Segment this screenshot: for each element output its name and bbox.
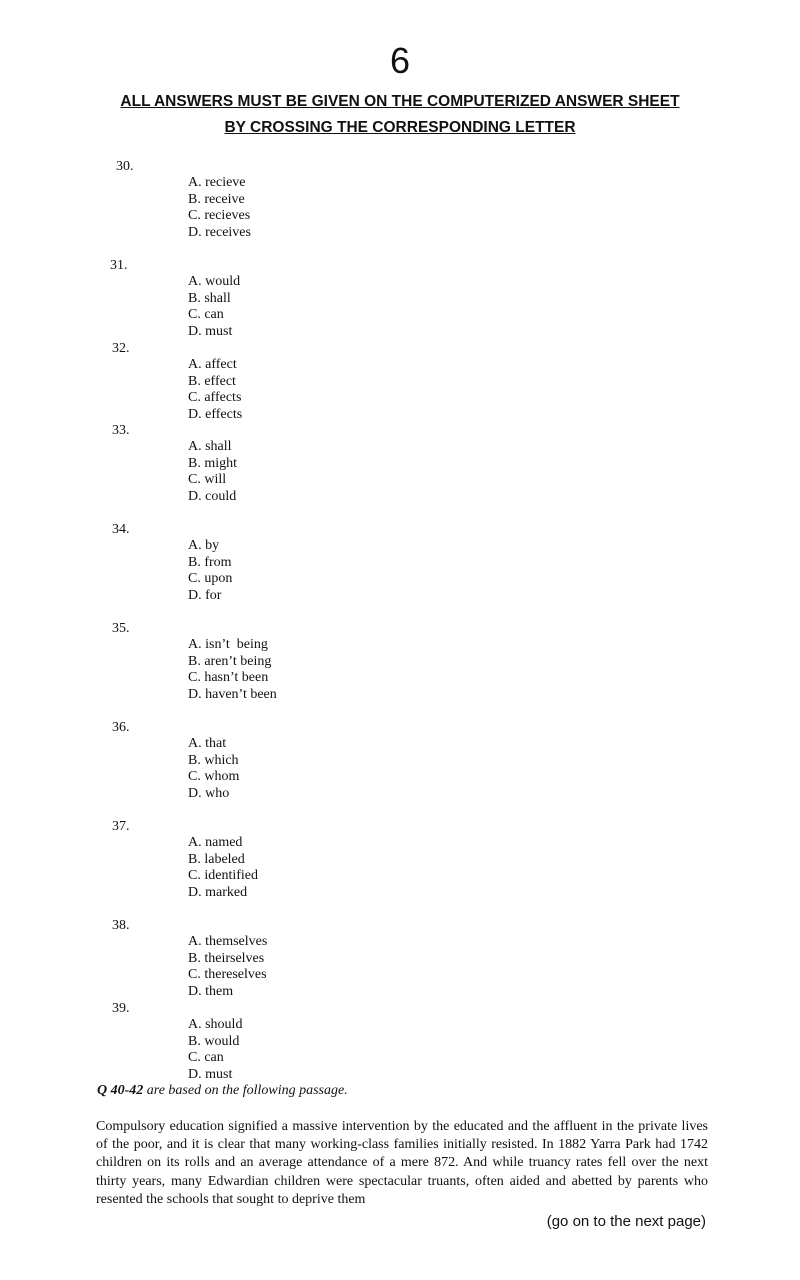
answer-option: D. could — [188, 488, 237, 504]
answer-option: A. should — [188, 1017, 243, 1032]
answer-option: B. which — [188, 752, 239, 768]
answer-option: C. can — [188, 1050, 224, 1066]
answer-option: C. identified — [188, 868, 258, 884]
question-number: 33. — [112, 423, 130, 438]
answer-option: B. shall — [188, 290, 231, 306]
question-number: 39. — [112, 1001, 130, 1016]
page-number: 6 — [389, 40, 411, 81]
answer-option: A. recieve — [188, 175, 246, 190]
passage-text: Compulsory education signified a massive intervention by the educated and the affluent in the private lives of the poor, and it is clear that many working-class families initially resisted. In 1882 Yarra Park had 1742 children on its rolls and an average attendance of a mere 872. And while truancy rates fell over the next thirty years, many Edwardian children were spectacular truants, often aided and abetted by parents who resented the schools that sought to deprive them — [96, 1119, 708, 1207]
answer-option: C. affects — [188, 390, 242, 406]
question-number: 35. — [112, 621, 130, 636]
answer-option: D. who — [188, 785, 230, 801]
answer-option: C. upon — [188, 571, 233, 587]
answer-option: D. must — [188, 323, 233, 339]
passage-intro-label: Q 40-42 — [97, 1083, 144, 1098]
question-number: 32. — [112, 341, 130, 356]
answer-option: C. can — [188, 307, 224, 323]
answer-option: B. from — [188, 554, 232, 570]
answer-option: B. labeled — [188, 851, 245, 867]
passage-intro-text: are based on the following passage. — [143, 1083, 348, 1098]
answer-option: C. hasn’t been — [188, 670, 269, 686]
answer-option: D. effects — [188, 406, 243, 422]
answer-option: C. whom — [188, 769, 240, 785]
answer-option: A. shall — [188, 439, 232, 454]
answer-option: A. themselves — [188, 934, 268, 949]
answer-option: C. thereselves — [188, 967, 267, 983]
answer-option: A. affect — [188, 357, 237, 372]
answer-option: D. for — [188, 587, 222, 603]
answer-option: B. aren’t being — [188, 653, 272, 669]
answer-option: C. recieves — [188, 208, 251, 224]
question-number: 36. — [112, 720, 130, 735]
answer-option: D. must — [188, 1066, 233, 1082]
answer-option: D. marked — [188, 884, 248, 900]
question-number: 34. — [112, 522, 130, 537]
footer-note: (go on to the next page) — [546, 1213, 706, 1230]
answer-option: D. haven’t been — [188, 686, 277, 702]
question-number: 38. — [112, 918, 130, 933]
answer-option: D. receives — [188, 224, 251, 240]
instruction-line-2: BY CROSSING THE CORRESPONDING LETTER — [224, 119, 576, 136]
answer-option: A. that — [188, 736, 227, 751]
answer-option: B. might — [188, 455, 238, 471]
answer-option: B. would — [188, 1033, 240, 1049]
answer-option: B. theirselves — [188, 950, 265, 966]
question-number: 37. — [112, 819, 130, 834]
answer-option: C. will — [188, 472, 227, 488]
answer-option: B. receive — [188, 191, 245, 207]
answer-option: A. would — [188, 274, 241, 289]
answer-option: A. isn’t being — [188, 637, 268, 652]
question-number: 30. — [116, 159, 134, 174]
instruction-line-1: ALL ANSWERS MUST BE GIVEN ON THE COMPUTERIZED ANSWER SHEET — [120, 93, 680, 110]
answer-option: D. them — [188, 983, 234, 999]
answer-option: B. effect — [188, 373, 236, 389]
passage-intro — [97, 1082, 348, 1100]
question-number: 31. — [110, 258, 128, 273]
answer-option: A. named — [188, 835, 243, 850]
answer-option: A. by — [188, 538, 220, 553]
